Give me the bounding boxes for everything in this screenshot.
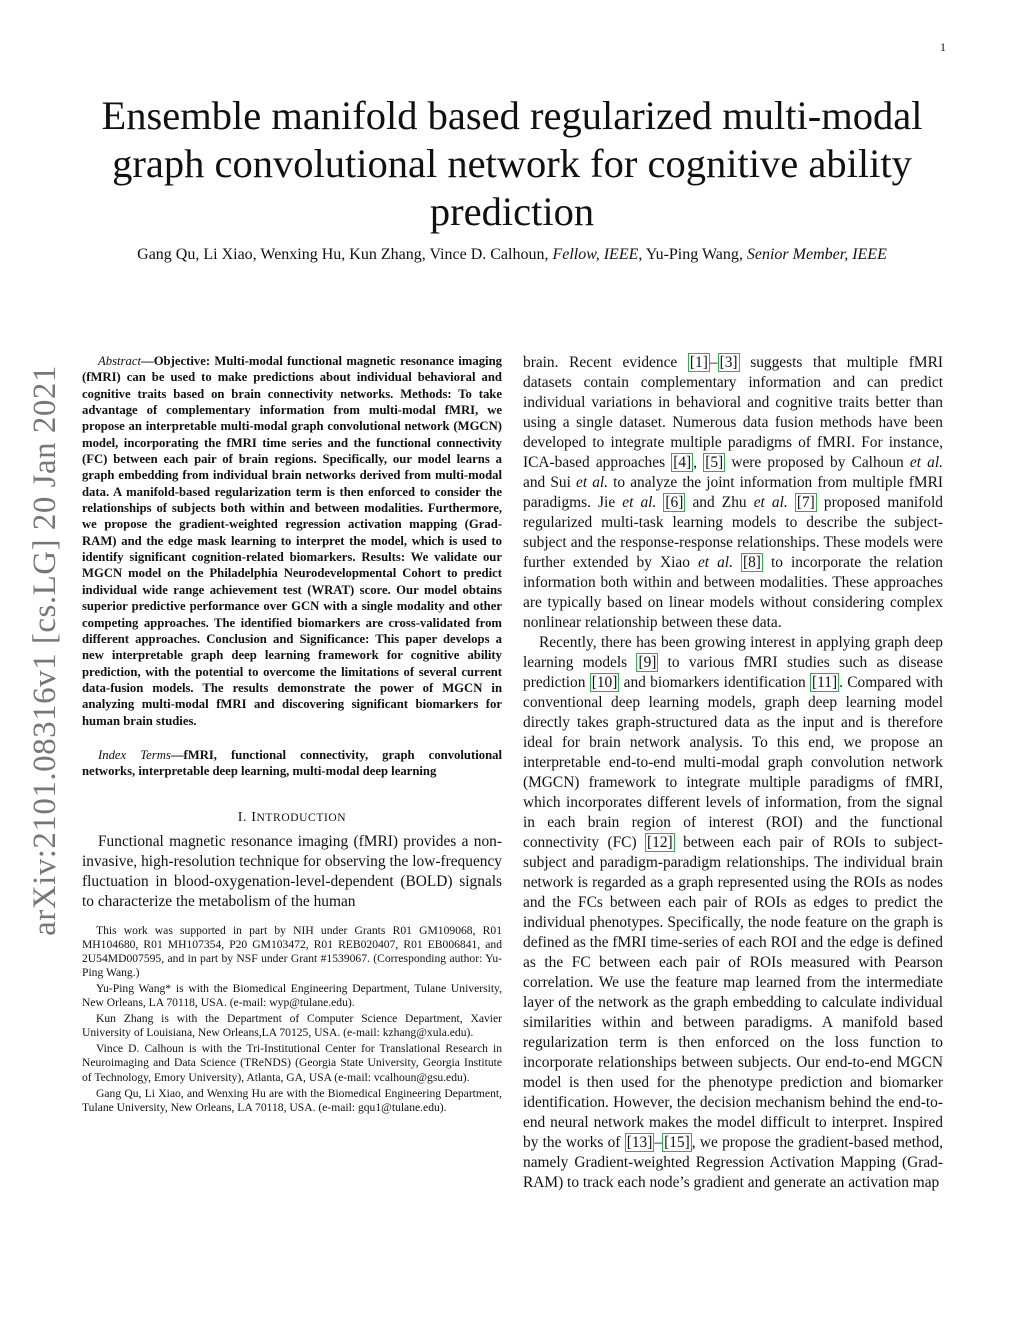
- footnote: Gang Qu, Li Xiao, and Wenxing Hu are with the Biomedical Engineering Department, Tulane University, New Orleans, LA 70118, USA. (e-mail: gqu1@tulane.edu).: [82, 1086, 502, 1114]
- citation-link[interactable]: [13]: [626, 1134, 653, 1151]
- citation-link[interactable]: [15]: [664, 1134, 690, 1151]
- authors-role2: Senior Member, IEEE: [746, 246, 887, 263]
- citation-link[interactable]: [6]: [665, 494, 684, 511]
- right-column: [523, 353, 943, 1193]
- section-numeral: I. I: [237, 809, 257, 825]
- arxiv-watermark: [20, 360, 70, 940]
- text-run: to incorporate the relation information both within and between modalities. These approaches are typically based on linear models without considering complex nonlinear relationship between these data.: [523, 554, 943, 631]
- index-terms-text: —fMRI, functional connectivity, graph convolutional networks, interpretable deep learning, multi-modal deep learning: [82, 747, 503, 779]
- section-heading-introduction: [82, 810, 502, 826]
- footnotes: [82, 924, 502, 1115]
- italic-run: et al.: [575, 474, 609, 491]
- text-run: , we propose the gradient-based method, namely Gradient-weighted Regression Activation Mapping (Grad-RAM) to track each node’s gradient and generate an activation map: [523, 1134, 944, 1191]
- text-run: Recently, there has been growing interest in applying graph deep learning models: [523, 634, 943, 671]
- text-run: [733, 554, 741, 571]
- text-run: and biomarkers identification: [619, 674, 811, 691]
- text-run: suggests that multiple fMRI datasets contain complementary information and can predict individual variations in behavioral and cognitive traits better than using a single dataset. Numerous data fusion methods have been developed to integrate multiple paradigms of fMRI. For instance, ICA-based approaches: [523, 354, 943, 471]
- text-run: –: [709, 354, 718, 371]
- authors-part2: , Yu-Ping Wang,: [638, 246, 747, 263]
- index-terms: [82, 747, 502, 780]
- paper-title: Ensemble manifold based regularized multi-modal graph convolutional network for cognitive ability prediction: [101, 93, 923, 234]
- italic-run: et al.: [753, 494, 788, 511]
- citation-link[interactable]: [7]: [796, 494, 815, 511]
- footnote: Kun Zhang is with the Department of Computer Science Department, Xavier University of Louisiana, New Orleans,LA 70125, USA. (e-mail: kzhang@xula.edu).: [82, 1012, 502, 1040]
- citation-link[interactable]: [11]: [812, 674, 838, 691]
- section-title-rest: NTRODUCTION: [256, 811, 347, 824]
- citation-link[interactable]: [3]: [719, 354, 738, 371]
- index-terms-label: Index Terms: [98, 747, 171, 762]
- citation-link[interactable]: [5]: [705, 454, 724, 471]
- text-run: and Sui: [523, 474, 576, 491]
- citation-link[interactable]: [4]: [673, 454, 692, 471]
- italic-run: et al.: [909, 454, 944, 471]
- citation-link[interactable]: [1]: [689, 354, 708, 371]
- text-run: . Compared with conventional deep learning models, graph deep learning model directly takes graph-structured data as the input and is therefore ideal for brain network analysis. To this end, we propose an interpretable end-to-end multi-modal graph convolution network (MGCN) framework to integrate multiple paradigms of fMRI, which incorporates different levels of information, from the signal in each brain region of interest (ROI) and the functional connectivity (FC): [523, 674, 943, 851]
- abstract: [82, 353, 502, 729]
- italic-run: et al.: [622, 494, 657, 511]
- citation-link[interactable]: [12]: [647, 834, 673, 851]
- citation-link[interactable]: [10]: [591, 674, 618, 691]
- text-run: and Zhu: [685, 494, 754, 511]
- authors-role1: Fellow, IEEE: [552, 246, 639, 263]
- page-number: 1: [940, 40, 946, 54]
- footnote: Vince D. Calhoun is with the Tri-Institutional Center for Translational Research in Neuroimaging and Data Science (TReNDS) (Georgia State University, Georgia Institute of Technology, Emory University), Atlanta, GA, USA (e-mail: vcalhoun@gsu.edu).: [82, 1042, 502, 1084]
- abstract-label: Abstract: [98, 354, 141, 368]
- text-run: were proposed by Calhoun: [725, 454, 910, 471]
- citation-link[interactable]: [9]: [638, 654, 657, 671]
- text-run: between each pair of ROIs to subject-subject and paradigm-paradigm relationships. The individual brain network is regarded as a graph represented using the ROIs as nodes and the FCs between each pair of ROIs as edges to predict the individual phenotypes. Specifically, the node feature on the graph is defined as the fMRI time-series of each ROI and the edge is defined as the FC between each pair of ROIs measured with Pearson correlation. We use the feature map learned from the intermediate layer of the network as the graph embedding to calculate individual similarities within and between paradigms. A manifold based regularization term is then enforced on the loss function to incorporate relationships between subjects. Our end-to-end MGCN model is then used for the phenotype prediction and biomarker identification. However, the decision mechanism behind the end-to-end neural network makes the model difficult to interpret. Inspired by the works of: [523, 834, 943, 1151]
- text-run: brain. Recent evidence: [523, 354, 688, 371]
- text-run: to analyze the joint information from multiple fMRI paradigms. Jie: [523, 474, 943, 511]
- arxiv-id: arXiv:2101.08316v1 [cs.LG] 20 Jan 2021: [26, 364, 63, 936]
- text-run: proposed manifold regularized multi-task learning models to describe the subject-subject and the response-response relationships. These models were further extended by Xiao: [523, 494, 943, 571]
- body-paragraph: [523, 353, 943, 633]
- text-run: [788, 494, 795, 511]
- intro-paragraph: Functional magnetic resonance imaging (fMRI) provides a non-invasive, high-resolution technique for observing the low-frequency fluctuation in blood-oxygenation-level-dependent (BOLD) signals to characterize the metabolism of the human: [82, 832, 502, 910]
- text-run: ,: [693, 454, 704, 471]
- footnote: This work was supported in part by NIH under Grants R01 GM109068, R01 MH104680, R01 MH107354, P20 GM103472, R01 REB020407, R01 EB006841, and 2U54MD007595, and in part by NSF under Grant #1539067. (Corresponding author: Yu-Ping Wang.): [82, 923, 502, 979]
- citation-link[interactable]: [8]: [742, 554, 761, 571]
- text-run: to various fMRI studies such as disease prediction: [523, 654, 943, 691]
- body-paragraph: [523, 633, 943, 1193]
- text-run: –: [654, 1134, 663, 1151]
- authors-part1: Gang Qu, Li Xiao, Wenxing Hu, Kun Zhang, Vince D. Calhoun,: [137, 246, 553, 263]
- author-list: [100, 243, 924, 266]
- footnote: Yu-Ping Wang* is with the Biomedical Engineering Department, Tulane University, New Orleans, LA 70118, USA. (e-mail: wyp@tulane.edu).: [82, 981, 502, 1010]
- left-column: [82, 353, 502, 1117]
- italic-run: et al.: [697, 554, 733, 571]
- abstract-text: —Objective: Multi-modal functional magnetic resonance imaging (fMRI) can be used to make predictions about individual behavioral and cognitive traits based on brain connectivity networks. Methods: To take advantage of complementary information from multi-modal fMRI, we propose an interpretable multi-modal graph convolutional network (MGCN) model, incorporating the fMRI time series and the functional connectivity (FC) between each pair of brain regions. Specifically, our model learns a graph embedding from individual brain networks derived from multi-modal data. A manifold-based regularization term is then enforced to consider the relationships of subjects both within and between modalities. Furthermore, we propose the gradient-weighted regression activation mapping (Grad-RAM) and the edge mask learning to interpret the model, which is used to identify significant cognition-related biomarkers. Results: We validate our MGCN model on the Philadelphia Neurodevelopmental Cohort to predict individual wide range achievement test (WRAT) score. Our model obtains superior predictive performance over GCN with a single modality and other competing approaches. The identified biomarkers are cross-validated from different approaches. Conclusion and Significance: This paper develops a new interpretable graph deep learning framework for cognitive ability prediction, with the potential to overcome the limitations of several current data-fusion models. The results demonstrate the power of MGCN in analyzing multi-modal fMRI and discovering significant biomarkers for human brain studies.: [82, 354, 502, 728]
